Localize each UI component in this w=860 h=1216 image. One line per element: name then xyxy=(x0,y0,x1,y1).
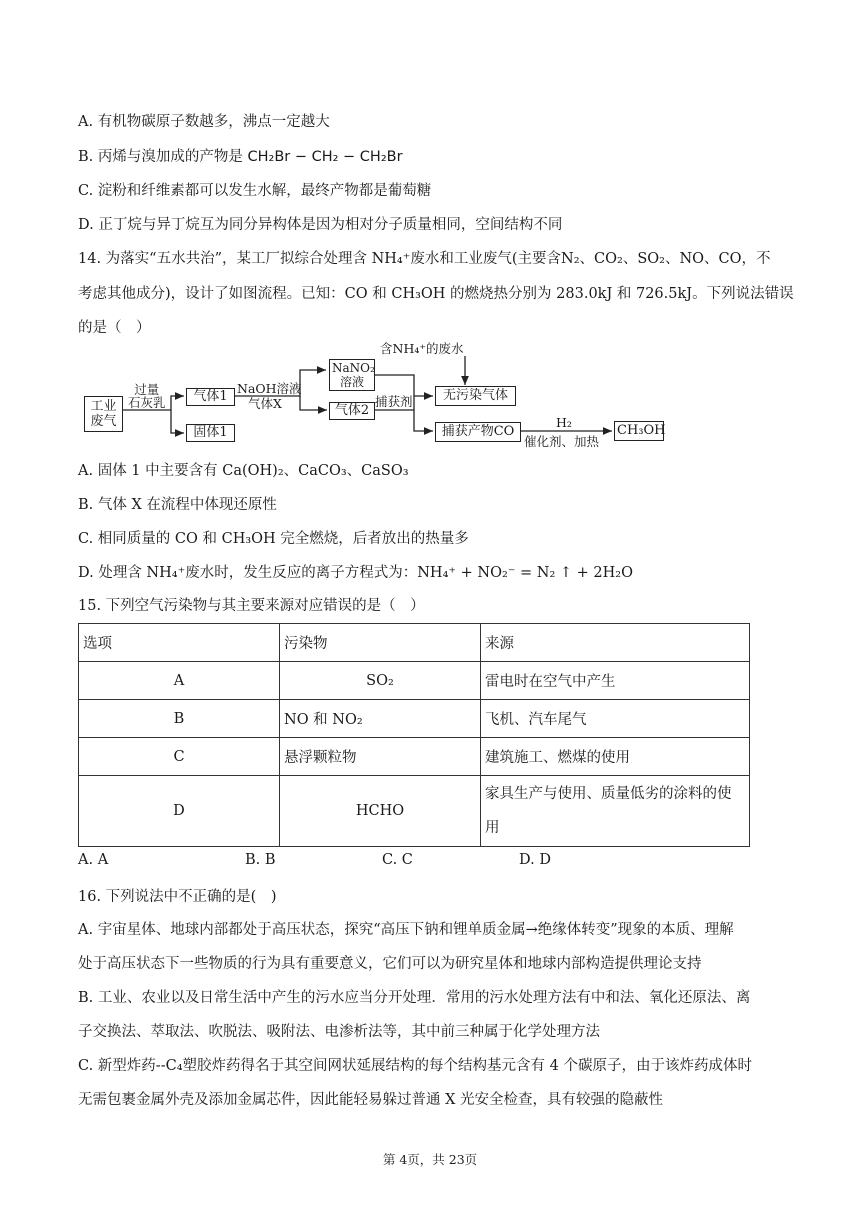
table-cell: 飞机、汽车尾气 xyxy=(481,700,750,738)
table-row xyxy=(79,776,750,847)
q16-option-a-line2: 处于高压状态下一些物质的行为具有重要意义，它们可以为研究星体和地球内部构造提供理论支持 xyxy=(78,956,702,972)
q16-option-b-line2: 子交换法、萃取法、吹脱法、吸附法、电渗析法等，其中前三种属于化学处理方法 xyxy=(78,1024,600,1040)
q14-stem-line2: 考虑其他成分)，设计了如图流程。已知：CO 和 CH₃OH 的燃烧热分别为 283.0kJ 和 726.5kJ。下列说法错误 xyxy=(78,286,794,302)
q15-option-c: C. C xyxy=(382,852,413,868)
table-cell: 建筑施工、燃煤的使用 xyxy=(481,738,750,776)
q16-option-b-line1: B. 工业、农业以及日常生活中产生的污水应当分开处理．常用的污水处理方法有中和法、氧化还原法、离 xyxy=(78,990,751,1006)
q14-stem-line3: 的是（ ） xyxy=(78,320,151,336)
table-cell: 雷电时在空气中产生 xyxy=(481,662,750,700)
table-row xyxy=(79,700,750,738)
q14-option-c: C. 相同质量的 CO 和 CH₃OH 完全燃烧，后者放出的热量多 xyxy=(78,531,469,547)
table-header-cell: 污染物 xyxy=(280,624,481,662)
q14-stem-line1: 14. 为落实“五水共治”，某工厂拟综合处理含 NH₄⁺废水和工业废气(主要含N₂、CO₂、SO₂、NO、CO，不 xyxy=(78,251,771,267)
flow-nh4-wastewater-label: 含NH₄⁺的废水 xyxy=(380,341,464,356)
flow-industrial-gas-box: 工业 废气 xyxy=(84,396,123,432)
table-header-row xyxy=(79,624,750,662)
flow-h2-label: H₂ xyxy=(556,415,572,430)
table-cell: A xyxy=(79,662,280,700)
table-header-cell: 选项 xyxy=(79,624,280,662)
table-row xyxy=(79,662,750,700)
page-footer: 第 4页，共 23页 xyxy=(382,1152,478,1167)
q15-option-a: A. A xyxy=(78,852,109,868)
q13-option-b-formula: CH₂Br − CH₂ − CH₂Br xyxy=(247,149,403,165)
q16-option-c-line1: C. 新型炸药--C₄塑胶炸药得名于其空间网状延展结构的每个结构基元含有 4 个碳原子，由于该炸药成体时 xyxy=(78,1058,752,1074)
table-cell: HCHO xyxy=(280,776,481,847)
table-cell: 悬浮颗粒物 xyxy=(280,738,481,776)
table-cell: SO₂ xyxy=(280,662,481,700)
flow-gas1-box: 气体1 xyxy=(186,388,235,406)
q16-option-a-line1: A. 宇宙星体、地球内部都处于高压状态，探究“高压下钠和锂单质金属→绝缘体转变”现象的本质、理解 xyxy=(78,922,734,938)
flow-catalyst-label: 催化剂、加热 xyxy=(524,434,600,449)
table-cell: 家具生产与使用、质量低劣的涂料的使用 xyxy=(481,776,750,847)
table-row xyxy=(79,738,750,776)
flow-naoh-label: NaOH溶液 xyxy=(237,381,302,396)
q15-option-d: D. D xyxy=(519,852,551,868)
flow-nano2-box: NaNO₂ 溶液 xyxy=(329,359,375,391)
flow-solid1-box: 固体1 xyxy=(186,424,235,442)
q13-option-c: C. 淀粉和纤维素都可以发生水解，最终产物都是葡萄糖 xyxy=(78,183,432,199)
q15-stem: 15. 下列空气污染物与其主要来源对应错误的是（ ） xyxy=(78,598,425,614)
table-cell: NO 和 NO₂ xyxy=(280,700,481,738)
q15-option-b: B. B xyxy=(245,852,276,868)
q14-option-b: B. 气体 X 在流程中体现还原性 xyxy=(78,497,277,513)
flow-excess-lime-label: 过量 石灰乳 xyxy=(128,382,166,410)
table-cell: D xyxy=(79,776,280,847)
q13-option-d: D. 正丁烷与异丁烷互为同分异构体是因为相对分子质量相同，空间结构不同 xyxy=(78,217,563,233)
flow-ch3oh-box: CH₃OH xyxy=(614,421,664,441)
table-header-cell: 来源 xyxy=(481,624,750,662)
flow-pollution-free-box: 无污染气体 xyxy=(435,386,516,406)
q14-option-a: A. 固体 1 中主要含有 Ca(OH)₂、CaCO₃、CaSO₃ xyxy=(78,463,409,479)
flow-capture-agent-label: 捕获剂 xyxy=(375,394,413,409)
table-cell: C xyxy=(79,738,280,776)
q16-stem: 16. 下列说法中不正确的是( ) xyxy=(78,889,277,905)
flow-gas2-box: 气体2 xyxy=(329,402,375,420)
flow-captured-co-box: 捕获产物CO xyxy=(435,422,521,442)
q16-option-c-line2: 无需包裹金属外壳及添加金属芯件，因此能轻易躲过普通 X 光安全检查，具有较强的隐蔽性 xyxy=(78,1092,664,1108)
q14-option-d: D. 处理含 NH₄⁺废水时，发生反应的离子方程式为：NH₄⁺ + NO₂⁻ = N₂ ↑ + 2H₂O xyxy=(78,565,634,581)
flow-gasx-label: 气体X xyxy=(248,396,282,411)
q13-option-a: A. 有机物碳原子数越多，沸点一定越大 xyxy=(78,114,330,130)
pollutant-table xyxy=(78,623,750,847)
table-cell: B xyxy=(79,700,280,738)
q13-option-b-text: B. 丙烯与溴加成的产物是 xyxy=(78,149,248,165)
